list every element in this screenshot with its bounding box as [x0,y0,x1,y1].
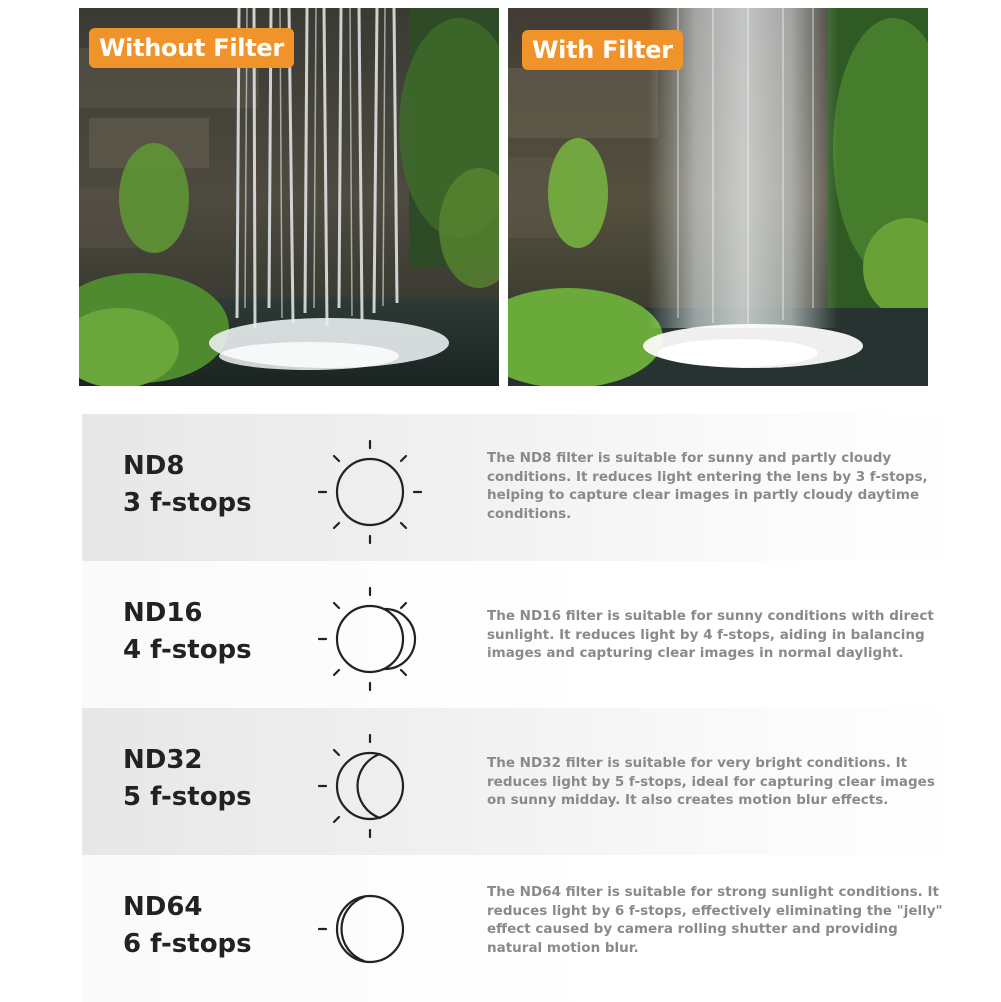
filter-row-nd64 [82,855,960,1002]
label-with-filter: With Filter [522,30,683,70]
sun-crescent-medium-icon [312,718,428,845]
filter-stops: 6 f-stops [123,929,252,959]
filter-row-nd8 [82,414,960,561]
filter-title [123,595,252,669]
filter-stops: 3 f-stops [123,488,252,518]
filter-name: ND64 [123,892,203,922]
filter-title [123,448,252,522]
filter-stops: 4 f-stops [123,635,252,665]
filter-description: The ND64 filter is suitable for strong sunlight conditions. It reduces light by 6 f-stops, effectively eliminating the "jelly" effect caused by camera rolling shutter and providing natural motion blur. [487,884,943,956]
label-without-filter: Without Filter [89,28,294,68]
filter-stops: 5 f-stops [123,782,252,812]
sun-full-icon [312,424,428,551]
moon-crescent-icon [312,865,428,992]
filter-description: The ND16 filter is suitable for sunny conditions with direct sunlight. It reduces light by 4 f-stops, aiding in balancing images and capturing clear images in normal daylight. [487,608,934,661]
filter-name: ND16 [123,598,203,628]
sun-crescent-small-icon [312,571,428,698]
filter-row-nd32 [82,708,960,855]
filter-name: ND32 [123,745,203,775]
filter-description: The ND32 filter is suitable for very bright conditions. It reduces light by 5 f-stops, ideal for capturing clear images on sunny midday. It also creates motion blur effects. [487,755,935,808]
filter-name: ND8 [123,451,185,481]
filter-row-nd16 [82,561,960,708]
filter-description: The ND8 filter is suitable for sunny and partly cloudy conditions. It reduces light entering the lens by 3 f-stops, helping to capture clear images in partly cloudy daytime conditions. [487,450,928,522]
filter-title [123,742,252,816]
filter-title [123,889,252,963]
